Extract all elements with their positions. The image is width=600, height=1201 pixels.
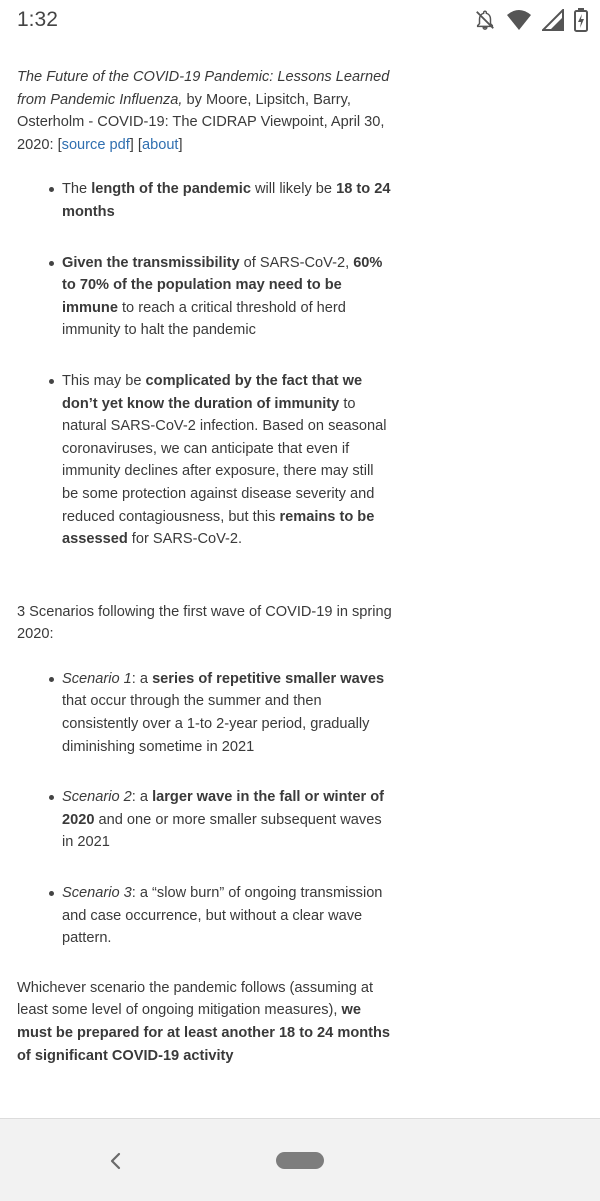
status-bar [0, 0, 600, 40]
list-item: Scenario 3: a “slow burn” of ongoing transmission and case occurrence, but without a clear wave pattern. [17, 882, 392, 950]
source-pdf-link[interactable]: source pdf [61, 136, 130, 153]
article-title: The Future of the COVID-19 Pandemic: Lessons Learned from Pandemic Influenza, [17, 69, 390, 108]
bracket: [ [57, 136, 62, 153]
cellular-signal-icon [542, 9, 564, 31]
status-icons [474, 8, 588, 32]
list-item: This may be complicated by the fact that we don’t yet know the duration of immunity to natural SARS-CoV-2 infection. Based on seasonal coronaviruses, we can anticipate that even if immunity declines after exposure, there may still be some protection against disease severity and reduced contagiousness, but this remains to be assessed for SARS-CoV-2. [17, 370, 392, 551]
navigation-bar [0, 1118, 600, 1201]
list-item: Scenario 1: a series of repetitive smaller waves that occur through the summer and then consistently over a 1-to 2-year period, gradually diminishing sometime in 2021 [17, 668, 392, 758]
list-item: The length of the pandemic will likely be 18 to 24 months [17, 178, 392, 223]
scenarios-list [17, 668, 392, 950]
wifi-icon [506, 9, 532, 31]
article-authors: by Moore, Lipsitch, Barry, Osterholm - COVID-19: The CIDRAP Viewpoint, April 30, 2020: [17, 91, 385, 153]
status-time: 1:32 [17, 8, 58, 31]
article-content [17, 66, 392, 1067]
scenarios-intro: 3 Scenarios following the first wave of COVID-19 in spring 2020: [17, 603, 392, 643]
battery-charging-icon [574, 8, 588, 32]
about-link[interactable]: about [141, 136, 179, 153]
home-pill-icon[interactable] [276, 1152, 324, 1169]
conclusion-paragraph: Whichever scenario the pandemic follows (assuming at least some level of ongoing mitigation measures), we must be prepared for at least another 18 to 24 months of significant COVID-19 activity [17, 979, 391, 1064]
notifications-off-icon [474, 9, 496, 31]
list-item: Given the transmissibility of SARS-CoV-2, 60% to 70% of the population may need to be immune to reach a critical threshold of herd immunity to halt the pandemic [17, 252, 392, 342]
bracket: ] [ [129, 136, 142, 153]
key-points-list [17, 178, 392, 550]
list-item: Scenario 2: a larger wave in the fall or winter of 2020 and one or more smaller subsequent waves in 2021 [17, 786, 392, 854]
chevron-left-icon[interactable] [104, 1149, 128, 1173]
intro-paragraph [17, 66, 392, 156]
bracket: ] [178, 136, 183, 153]
